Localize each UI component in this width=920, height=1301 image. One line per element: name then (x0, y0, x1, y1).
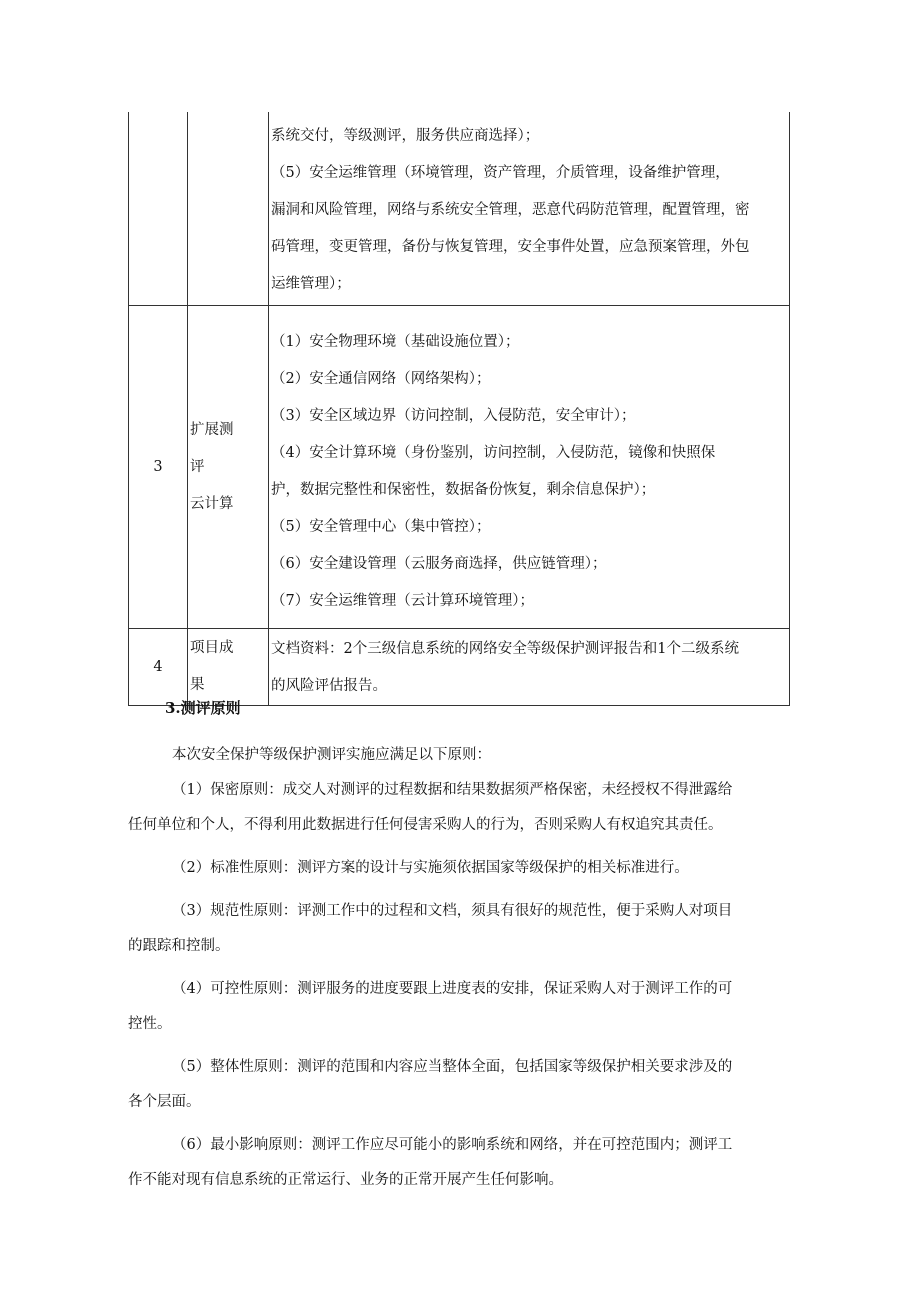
content-line: 护，数据完整性和保密性，数据备份恢复，剩余信息保护）； (271, 482, 656, 498)
principles-body (128, 738, 788, 1206)
content-line: 码管理，变更管理，备份与恢复管理，安全事件处置，应急预案管理，外包 (271, 239, 750, 255)
row-name (188, 306, 269, 629)
principle-line: 各个层面。 (128, 1094, 201, 1110)
content-line: （4）安全计算环境（身份鉴别，访问控制，入侵防范，镜像和快照保 (271, 445, 716, 461)
principle-line: 控性。 (128, 1016, 172, 1032)
content-line: 系统交付，等级测评，服务供应商选择）； (271, 128, 540, 144)
intro-paragraph (128, 738, 788, 773)
content-line: （1）安全物理环境（基础设施位置）； (271, 334, 520, 350)
principle-paragraph (128, 773, 788, 843)
content-line: （7）安全运维管理（云计算环境管理）； (271, 593, 534, 609)
content-line: （5）安全运维管理（环境管理，资产管理，介质管理，设备维护管理， (271, 165, 730, 181)
intro-text: 本次安全保护等级保护测评实施应满足以下原则： (172, 747, 491, 763)
content-line: （3）安全区域边界（访问控制，入侵防范，安全审计）； (271, 408, 636, 424)
principle-paragraph (128, 894, 788, 964)
principle-line: （1）保密原则：成交人对测评的过程数据和结果数据须严格保密，未经授权不得泄露给 (172, 782, 733, 798)
principle-paragraph (128, 972, 788, 1042)
row-content (269, 629, 790, 706)
row-number-text: 4 (153, 658, 163, 675)
principle-line: （5）整体性原则：测评的范围和内容应当整体全面，包括国家等级保护相关要求涉及的 (172, 1059, 733, 1075)
content-line: 的风险评估报告。 (271, 678, 387, 694)
cell-content-continued (269, 112, 790, 306)
content-line: （2）安全通信网络（网络架构）； (271, 371, 491, 387)
row-number (129, 306, 188, 629)
cell-name-empty (188, 112, 269, 306)
principle-line: 任何单位和个人，不得利用此数据进行任何侵害采购人的行为，否则采购人有权追究其责任。 (128, 817, 723, 833)
evaluation-scope-table (128, 112, 790, 706)
row-name-line: 项目成 (190, 640, 234, 656)
content-line: 漏洞和风险管理，网络与系统安全管理，恶意代码防范管理，配置管理，密 (271, 202, 750, 218)
table-row-3 (129, 306, 790, 629)
row-name-line: 扩展测 (190, 421, 234, 438)
row-number-text: 3 (153, 458, 163, 475)
principle-paragraph (128, 1050, 788, 1120)
content-line: （6）安全建设管理（云服务商选择，供应链管理）； (271, 556, 607, 572)
principles-list (128, 773, 788, 1198)
row-name-line: 云计算 (190, 495, 234, 512)
principle-line: （2）标准性原则：测评方案的设计与实施须依据国家等级保护的相关标准进行。 (172, 860, 689, 876)
row-name-line: 果 (190, 677, 205, 693)
principle-paragraph (128, 1128, 788, 1198)
content-line: （5）安全管理中心（集中管控）； (271, 519, 491, 535)
principle-line: （3）规范性原则：评测工作中的过程和文档，须具有很好的规范性，便于采购人对项目 (172, 903, 733, 919)
row-content (269, 306, 790, 629)
content-line: 运维管理）； (271, 276, 351, 292)
principle-line: （6）最小影响原则：测评工作应尽可能小的影响系统和网络，并在可控范围内；测评工 (172, 1137, 733, 1153)
content-line: 文档资料：2个三级信息系统的网络安全等级保护测评报告和1个二级系统 (271, 641, 739, 657)
cell-num-empty (129, 112, 188, 306)
row-name-line: 评 (190, 458, 205, 475)
principle-paragraph (128, 851, 788, 886)
principle-line: 作不能对现有信息系统的正常运行、业务的正常开展产生任何影响。 (128, 1172, 563, 1188)
principle-line: （4）可控性原则：测评服务的进度要跟上进度表的安排，保证采购人对于测评工作的可 (172, 981, 733, 997)
section-heading: 3.测评原则 (165, 699, 241, 717)
table-row-continued (129, 112, 790, 306)
principle-line: 的跟踪和控制。 (128, 938, 230, 954)
